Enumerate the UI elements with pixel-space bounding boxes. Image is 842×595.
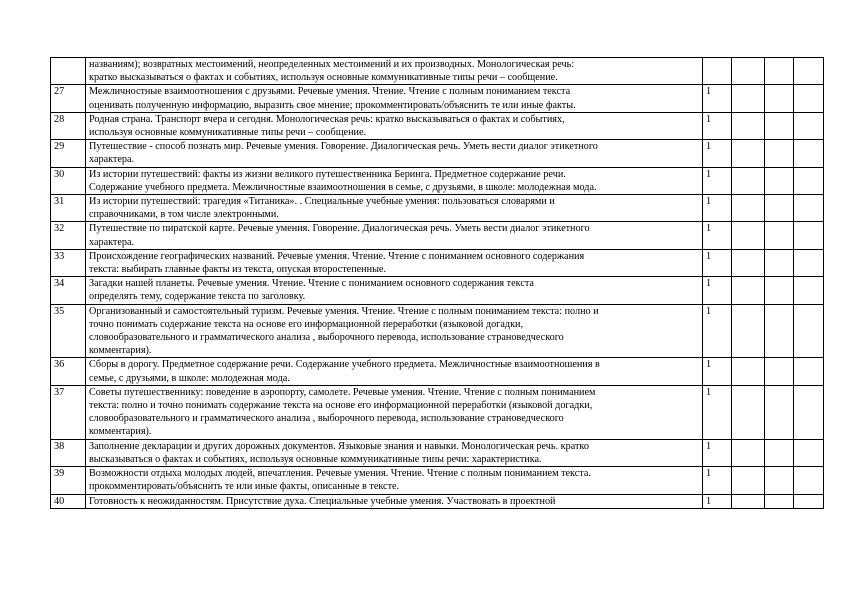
lesson-hours: 1: [703, 195, 732, 222]
lesson-topic: названиям); возвратных местоимений, неопределенных местоимений и их производных. Монологическая речь: кратко высказываться о фактах и событиях, используя основные коммуникативные типы речи – сообщение.: [86, 58, 703, 85]
lesson-topic: Межличностные взаимоотношения с друзьями. Речевые умения. Чтение. Чтение с полным пониманием текста оценивать полученную информацию, выразить свое мнение; прокомментировать/объяснить те или иные факты.: [86, 85, 703, 112]
lesson-number: 40: [51, 494, 86, 508]
date-fact-cell: [765, 304, 794, 358]
lesson-hours: 1: [703, 222, 732, 249]
lesson-topic: Сборы в дорогу. Предметное содержание речи. Содержание учебного предмета. Межличностные взаимоотношения в семье, с друзьями, в школе: молодежная мода.: [86, 358, 703, 385]
date-fact-cell: [765, 140, 794, 167]
table-row: [51, 439, 824, 466]
date-fact-cell: [765, 467, 794, 494]
date-plan-cell: [732, 140, 765, 167]
table-row: [51, 195, 824, 222]
table-row: [51, 58, 824, 85]
table-row: [51, 304, 824, 358]
lesson-number: 34: [51, 277, 86, 304]
lesson-number: 33: [51, 249, 86, 276]
date-plan-cell: [732, 167, 765, 194]
date-plan-cell: [732, 467, 765, 494]
lesson-hours: 1: [703, 249, 732, 276]
lesson-number: 31: [51, 195, 86, 222]
date-plan-cell: [732, 304, 765, 358]
lesson-topic: Советы путешественнику: поведение в аэропорту, самолете. Речевые умения. Чтение. Чтение с полным пониманием текста: полно и точно понимать содержание текста на основе его информационной переработки (языковой догадки, словообразовательного и грамматического анализа , выборочного перевода, использование страноведческого комментария).: [86, 385, 703, 439]
date-plan-cell: [732, 112, 765, 139]
table-row: [51, 112, 824, 139]
lesson-plan-table: [50, 57, 824, 509]
notes-cell: [794, 277, 824, 304]
notes-cell: [794, 439, 824, 466]
notes-cell: [794, 167, 824, 194]
lesson-hours: 1: [703, 385, 732, 439]
date-fact-cell: [765, 439, 794, 466]
lesson-hours: 1: [703, 140, 732, 167]
date-plan-cell: [732, 195, 765, 222]
notes-cell: [794, 58, 824, 85]
lesson-topic: Организованный и самостоятельный туризм. Речевые умения. Чтение. Чтение с полным пониманием текста: полно и точно понимать содержание текста на основе его информационной переработки (языковой догадки, словообразовательного и грамматического анализа , выборочного перевода, использование страноведческого комментария).: [86, 304, 703, 358]
date-fact-cell: [765, 494, 794, 508]
lesson-number: 28: [51, 112, 86, 139]
notes-cell: [794, 195, 824, 222]
lesson-topic: Путешествие по пиратской карте. Речевые умения. Говорение. Диалогическая речь. Уметь вести диалог этикетного характера.: [86, 222, 703, 249]
date-fact-cell: [765, 277, 794, 304]
lesson-hours: 1: [703, 85, 732, 112]
lesson-number: 29: [51, 140, 86, 167]
date-plan-cell: [732, 277, 765, 304]
notes-cell: [794, 494, 824, 508]
table-row: [51, 277, 824, 304]
date-plan-cell: [732, 385, 765, 439]
notes-cell: [794, 385, 824, 439]
lesson-hours: 1: [703, 167, 732, 194]
lesson-hours: 1: [703, 304, 732, 358]
lesson-hours: [703, 58, 732, 85]
date-plan-cell: [732, 358, 765, 385]
table-row: [51, 222, 824, 249]
lesson-topic: Из истории путешествий: трагедия «Титаника». . Специальные учебные умения: пользоваться словарями и справочниками, в том числе электронными.: [86, 195, 703, 222]
date-plan-cell: [732, 222, 765, 249]
date-fact-cell: [765, 167, 794, 194]
date-fact-cell: [765, 58, 794, 85]
date-fact-cell: [765, 112, 794, 139]
date-fact-cell: [765, 195, 794, 222]
date-fact-cell: [765, 249, 794, 276]
notes-cell: [794, 140, 824, 167]
lesson-hours: 1: [703, 494, 732, 508]
lesson-number: [51, 58, 86, 85]
lesson-number: 27: [51, 85, 86, 112]
lesson-hours: 1: [703, 277, 732, 304]
table-row: [51, 494, 824, 508]
lesson-topic: Родная страна. Транспорт вчера и сегодня. Монологическая речь: кратко высказываться о фактах и событиях, используя основные коммуникативные типы речи – сообщение.: [86, 112, 703, 139]
notes-cell: [794, 249, 824, 276]
date-fact-cell: [765, 85, 794, 112]
notes-cell: [794, 358, 824, 385]
lesson-number: 36: [51, 358, 86, 385]
lesson-topic: Происхождение географических названий. Речевые умения. Чтение. Чтение с пониманием основного содержания текста: выбирать главные факты из текста, опуская второстепенные.: [86, 249, 703, 276]
lesson-hours: 1: [703, 467, 732, 494]
table-row: [51, 249, 824, 276]
notes-cell: [794, 304, 824, 358]
lesson-number: 38: [51, 439, 86, 466]
date-fact-cell: [765, 222, 794, 249]
table-row: [51, 385, 824, 439]
date-plan-cell: [732, 58, 765, 85]
date-plan-cell: [732, 494, 765, 508]
date-plan-cell: [732, 439, 765, 466]
table-row: [51, 358, 824, 385]
date-fact-cell: [765, 385, 794, 439]
lesson-topic: Возможности отдыха молодых людей, впечатления. Речевые умения. Чтение. Чтение с полным пониманием текста. прокомментировать/объяснить те или иные факты, описанные в тексте.: [86, 467, 703, 494]
lesson-hours: 1: [703, 439, 732, 466]
lesson-topic: Готовность к неожиданностям. Присутствие духа. Специальные учебные умения. Участвовать в проектной: [86, 494, 703, 508]
table-row: [51, 85, 824, 112]
lesson-topic: Путешествие - способ познать мир. Речевые умения. Говорение. Диалогическая речь. Уметь вести диалог этикетного характера.: [86, 140, 703, 167]
date-plan-cell: [732, 249, 765, 276]
lesson-topic: Загадки нашей планеты. Речевые умения. Чтение. Чтение с пониманием основного содержания текста определять тему, содержание текста по заголовку.: [86, 277, 703, 304]
table-body: [51, 58, 824, 509]
lesson-hours: 1: [703, 358, 732, 385]
table-row: [51, 167, 824, 194]
lesson-topic: Заполнение декларации и других дорожных документов. Языковые знания и навыки. Монологическая речь. кратко высказываться о фактах и событиях, используя основные коммуникативные типы речи: характеристика.: [86, 439, 703, 466]
lesson-hours: 1: [703, 112, 732, 139]
notes-cell: [794, 112, 824, 139]
notes-cell: [794, 467, 824, 494]
notes-cell: [794, 85, 824, 112]
lesson-number: 30: [51, 167, 86, 194]
date-fact-cell: [765, 358, 794, 385]
lesson-topic: Из истории путешествий: факты из жизни великого путешественника Беринга. Предметное содержание речи. Содержание учебного предмета. Межличностные взаимоотношения в семье, с друзьями, в школе: молодежная мода.: [86, 167, 703, 194]
lesson-number: 39: [51, 467, 86, 494]
notes-cell: [794, 222, 824, 249]
lesson-number: 32: [51, 222, 86, 249]
table-row: [51, 140, 824, 167]
table-row: [51, 467, 824, 494]
lesson-number: 35: [51, 304, 86, 358]
lesson-number: 37: [51, 385, 86, 439]
date-plan-cell: [732, 85, 765, 112]
